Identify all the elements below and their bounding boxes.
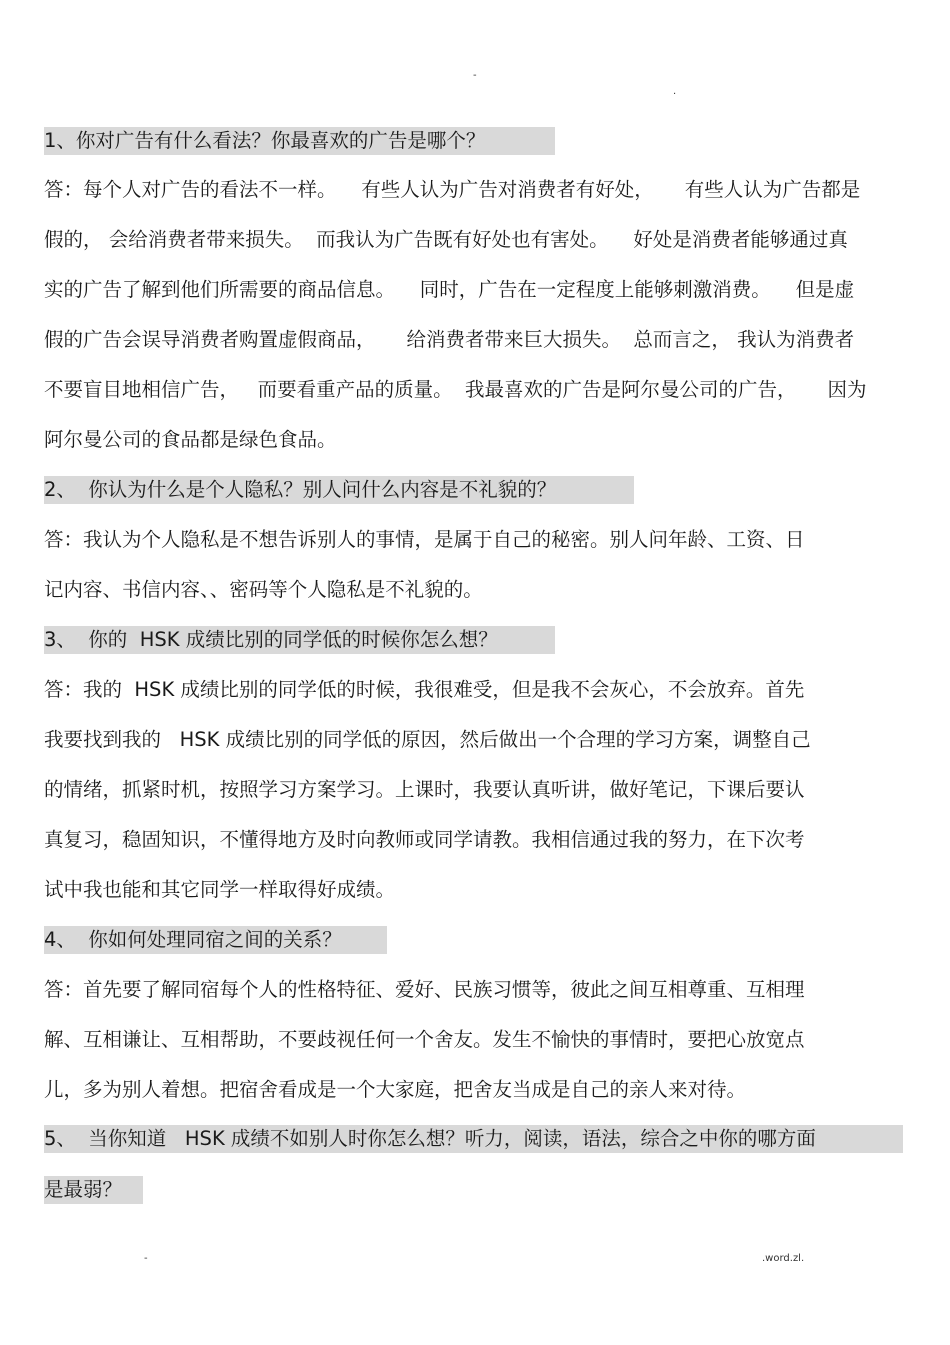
question-5-line-2: 是最弱？ xyxy=(44,1176,143,1204)
question-3: 3、 你的 HSK 成绩比别的同学低的时候你怎么想？ xyxy=(44,626,555,654)
answer-4-line-2: 解、互相谦让、互相帮助，不要歧视任何一个舍友。发生不愉快的事情时，要把心放宽点 xyxy=(44,1028,805,1051)
answer-1-line-1: 答：每个人对广告的看法不一样。 有些人认为广告对消费者有好处， 有些人认为广告都是 xyxy=(44,178,861,201)
question-1: 1、你对广告有什么看法？你最喜欢的广告是哪个？ xyxy=(44,127,555,155)
question-5-line-1: 5、 当你知道 HSK 成绩不如别人时你怎么想？听力，阅读，语法，综合之中你的哪方面 xyxy=(44,1125,903,1153)
answer-3-line-4: 真复习，稳固知识，不懂得地方及时向教师或同学请教。我相信通过我的努力，在下次考 xyxy=(44,828,805,851)
answer-4-line-3: 儿，多为别人着想。把宿舍看成是一个大家庭，把舍友当成是自己的亲人来对待。 xyxy=(44,1078,747,1101)
footer-mark-left: - xyxy=(144,1253,148,1264)
answer-1-line-6: 阿尔曼公司的食品都是绿色食品。 xyxy=(44,428,337,451)
question-4: 4、 你如何处理同宿之间的关系？ xyxy=(44,926,387,954)
answer-4-line-1: 答：首先要了解同宿每个人的性格特征、爱好、民族习惯等，彼此之间互相尊重、互相理 xyxy=(44,978,805,1001)
answer-3-line-5: 试中我也能和其它同学一样取得好成绩。 xyxy=(44,878,396,901)
header-mark-left: - xyxy=(473,70,477,81)
answer-2-line-2: 记内容、书信内容、、密码等个人隐私是不礼貌的。 xyxy=(44,578,483,601)
answer-1-line-5: 不要盲目地相信广告， 而要看重产品的质量。 我最喜欢的广告是阿尔曼公司的广告， 因为 xyxy=(44,378,867,401)
answer-1-line-3: 实的广告了解到他们所需要的商品信息。 同时，广告在一定程度上能够刺激消费。 但是虚 xyxy=(44,278,855,301)
answer-3-line-3: 的情绪，抓紧时机，按照学习方案学习。上课时，我要认真听讲，做好笔记，下课后要认 xyxy=(44,778,805,801)
answer-3-line-2: 我要找到我的 HSK 成绩比别的同学低的原因，然后做出一个合理的学习方案，调整自己 xyxy=(44,728,811,751)
question-2: 2、 你认为什么是个人隐私？别人问什么内容是不礼貌的？ xyxy=(44,476,634,504)
answer-1-line-2: 假的， 会给消费者带来损失。 而我认为广告既有好处也有害处。 好处是消费者能够通过真 xyxy=(44,228,848,251)
answer-1-line-4: 假的广告会误导消费者购置虚假商品， 给消费者带来巨大损失。 总而言之， 我认为消费者 xyxy=(44,328,855,351)
answer-2-line-1: 答：我认为个人隐私是不想告诉别人的事情，是属于自己的秘密。别人问年龄、工资、日 xyxy=(44,528,805,551)
header-mark-right: . xyxy=(673,86,677,97)
answer-3-line-1: 答：我的 HSK 成绩比别的同学低的时候，我很难受，但是我不会灰心，不会放弃。首先 xyxy=(44,678,805,701)
footer-site-text: .word.zl. xyxy=(762,1253,805,1264)
